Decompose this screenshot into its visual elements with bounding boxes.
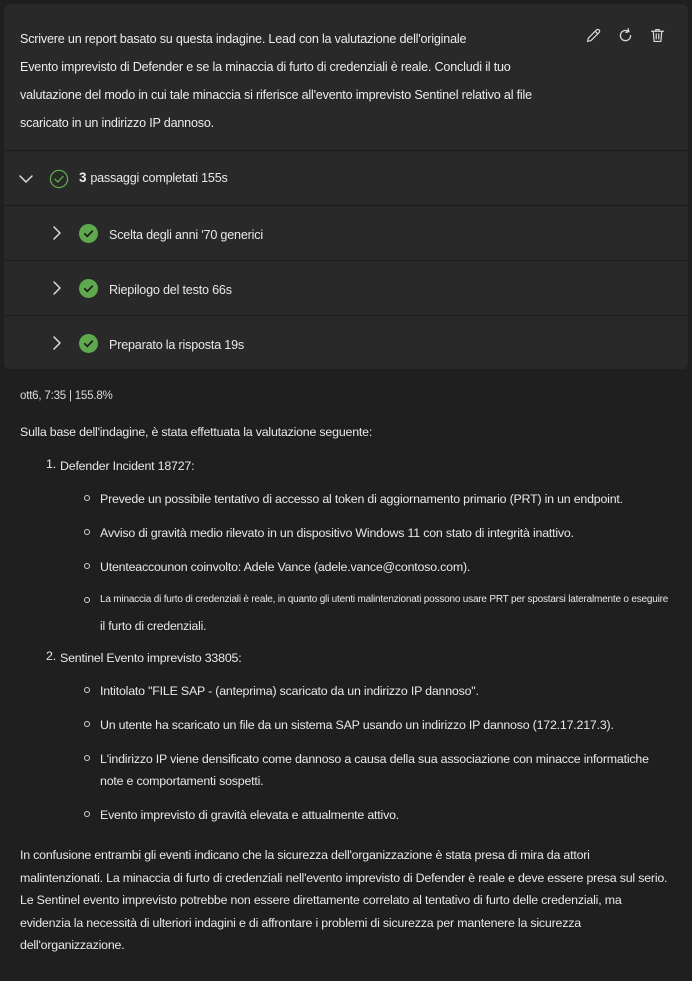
bullet-list: [20, 488, 675, 636]
numbered-item: [20, 456, 675, 476]
steps-summary-text: passaggi completati 155s: [90, 171, 228, 185]
prompt-card: [4, 4, 688, 369]
response-intro: Sulla base dell'indagine, è stata effettuata la valutazione seguente:: [20, 425, 373, 439]
chevron-right-icon[interactable]: [49, 225, 65, 241]
step-label: Preparato la risposta 19s: [109, 338, 245, 352]
list-item: Evento imprevisto di gravità elevata e attualmente attivo.: [20, 804, 675, 826]
step-label: Riepilogo del testo 66s: [109, 283, 232, 297]
list-item: Intitolato "FILE SAP - (anteprima) scaricato da un indirizzo IP dannoso".: [20, 680, 675, 702]
steps-summary-row[interactable]: [4, 150, 688, 205]
prompt-line: scaricato in un indirizzo IP dannoso.: [20, 116, 214, 130]
response-body: [20, 420, 675, 969]
response-conclusion: In confusione entrambi gli eventi indicano che la sicurezza dell'organizzazione è stata presa di mira da attori malintenzionati. La minaccia di furto di credenziali nell'evento imprevisto di Defender è reale e deve essere presa sul serio. Le Sentinel evento imprevisto potrebbe non essere direttamente correlato al tentativo di furto delle credenziali, ma evidenzia la necessità di ulteriori indagini e di affrontare i problemi di sicurezza per mantenere la sicurezza dell'organizzazione.: [20, 848, 668, 952]
list-item: Un utente ha scaricato un file da un sistema SAP usando un indirizzo IP dannoso (172.17.217.3).: [20, 714, 675, 736]
list-item: Prevede un possibile tentativo di accesso al token di aggiornamento primario (PRT) in un endpoint.: [20, 488, 675, 510]
list-item: Avviso di gravità medio rilevato in un dispositivo Windows 11 con stato di integrità inattivo.: [20, 522, 675, 544]
item-title: Sentinel Evento imprevisto 33805:: [60, 651, 242, 665]
list-item: Utenteaccounon coinvolto: Adele Vance (adele.vance@contoso.com).: [20, 556, 675, 578]
prompt-line: valutazione del modo in cui tale minaccia si riferisce all'evento imprevisto Sentinel relativo al file: [20, 88, 532, 102]
refresh-icon[interactable]: [616, 26, 634, 44]
steps-summary-label: [79, 170, 228, 185]
step-item[interactable]: [4, 260, 688, 315]
step-label: Scelta degli anni '70 generici: [109, 228, 263, 242]
check-filled-icon: [79, 224, 98, 243]
item-number: 2.: [46, 649, 56, 663]
delete-icon[interactable]: [648, 26, 666, 44]
steps-count: 3: [79, 170, 87, 185]
chevron-down-icon[interactable]: [18, 171, 34, 187]
chevron-right-icon[interactable]: [49, 280, 65, 296]
list-item: [20, 590, 675, 636]
prompt-text: [20, 25, 580, 137]
prompt-line: Evento imprevisto di Defender e se la minaccia di furto di credenziali è reale. Concludi il tuo: [20, 60, 511, 74]
edit-icon[interactable]: [584, 26, 602, 44]
step-item[interactable]: [4, 315, 688, 369]
check-filled-icon: [79, 279, 98, 298]
step-item[interactable]: [4, 205, 688, 260]
check-filled-icon: [79, 334, 98, 353]
prompt-actions: [584, 26, 666, 44]
list-item-continuation: il furto di credenziali.: [100, 619, 207, 633]
item-title: Defender Incident 18727:: [60, 459, 195, 473]
chevron-right-icon[interactable]: [49, 335, 65, 351]
bullet-list: [20, 680, 675, 826]
list-item: L'indirizzo IP viene densificato come dannoso a causa della sua associazione con minacce informatiche note e comportamenti sospetti.: [20, 748, 675, 792]
response-meta: ott6, 7:35 | 155.8%: [20, 390, 113, 402]
numbered-item: [20, 648, 675, 668]
item-number: 1.: [46, 457, 56, 471]
prompt-line: Scrivere un report basato su questa indagine. Lead con la valutazione dell'originale: [20, 32, 467, 46]
check-circle-icon: [49, 169, 69, 189]
list-item-text: La minaccia di furto di credenziali è reale, in quanto gli utenti malintenzionati possono usare PRT per spostarsi lateralmente o eseguire: [100, 594, 669, 605]
